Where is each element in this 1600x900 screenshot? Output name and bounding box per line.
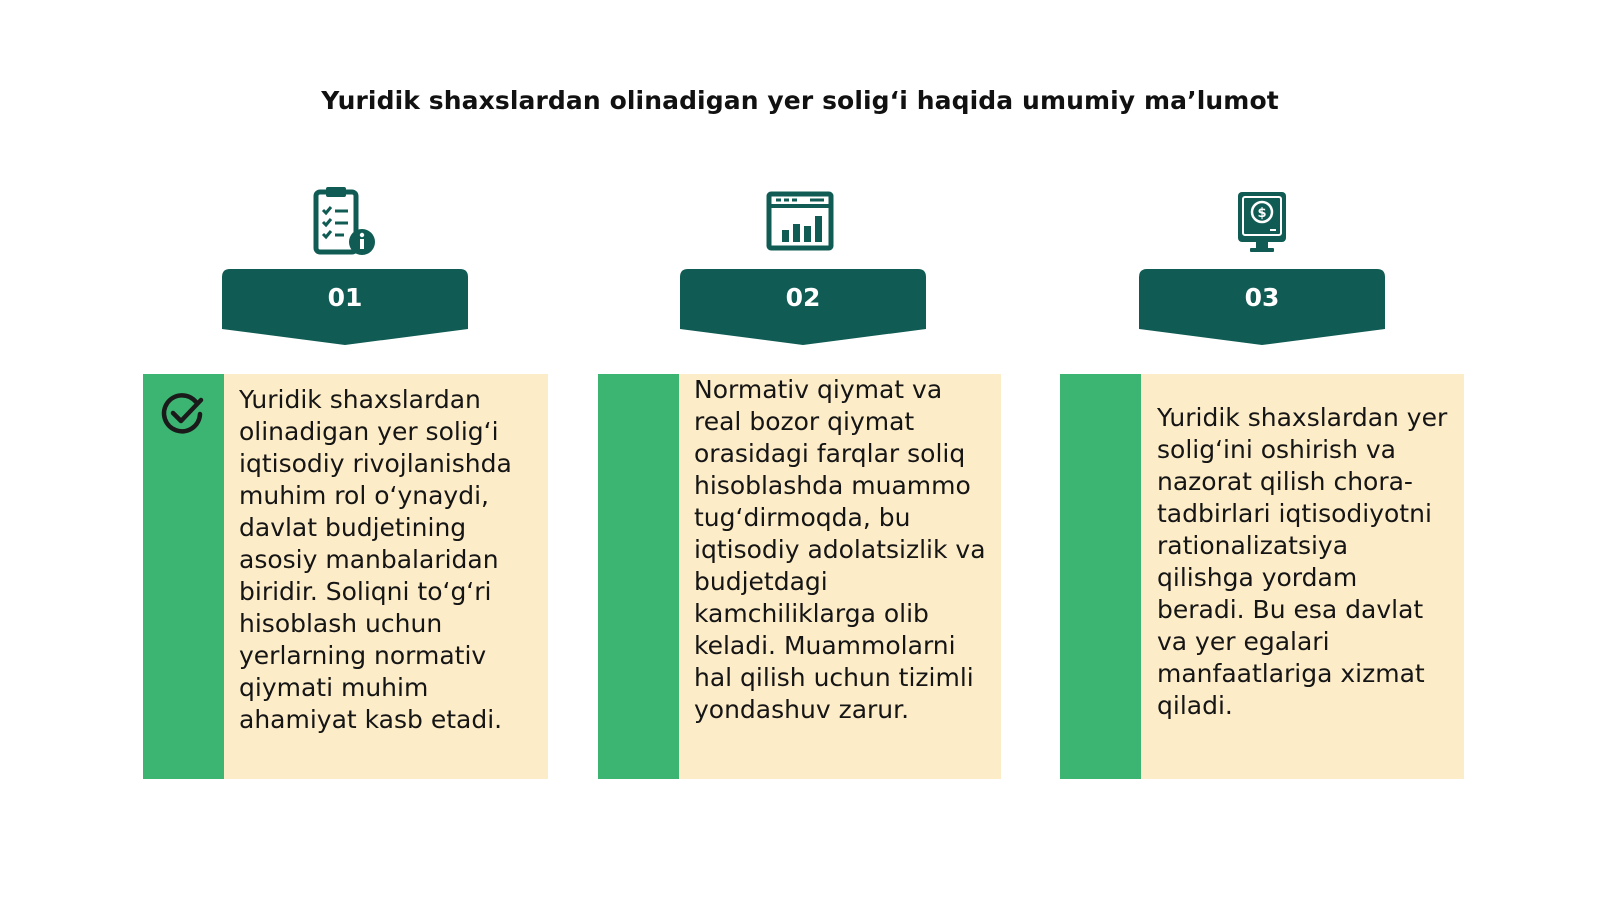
dollar-monitor-icon — [1222, 186, 1302, 258]
step-number: 02 — [785, 283, 821, 312]
card-text: Yuridik shaxslardan olinadigan yer solig‘i iqtisodiy rivojlanishda muhim rol o‘ynaydi, davlat budjetining asosiy manbalaridan biridir. Soliqni to‘g‘ri hisoblash uchun yerlarning normativ qiymati muhim ahamiyat kasb etadi. — [224, 374, 548, 779]
step-badge — [680, 269, 926, 345]
bar-chart-window-icon — [760, 186, 840, 258]
card-stripe — [598, 374, 679, 779]
info-card — [598, 374, 1001, 779]
step-badge — [1139, 269, 1385, 345]
card-text: Normativ qiymat va real bozor qiymat orasidagi farqlar soliq hisoblashda muammo tug‘dirmoqda, bu iqtisodiy adolatsizlik va budjetdagi kamchiliklarga olib keladi. Muammolarni hal qilish uchun tizimli yondashuv zarur. — [679, 374, 1001, 779]
svg-text:$: $ — [1257, 206, 1267, 221]
info-card — [1060, 374, 1464, 779]
card-stripe — [1060, 374, 1141, 779]
step-number: 03 — [1244, 283, 1280, 312]
page-title: Yuridik shaxslardan olinadigan yer solig‘i haqida umumiy ma’lumot — [321, 86, 1279, 115]
step-number: 01 — [327, 283, 363, 312]
card-text: Yuridik shaxslardan yer solig‘ini oshirish va nazorat qilish chora-tadbirlari iqtisodiyotni rationalizatsiya qilishga yordam beradi. Bu esa davlat va yer egalari manfaatlariga xizmat qiladi. — [1141, 374, 1464, 779]
